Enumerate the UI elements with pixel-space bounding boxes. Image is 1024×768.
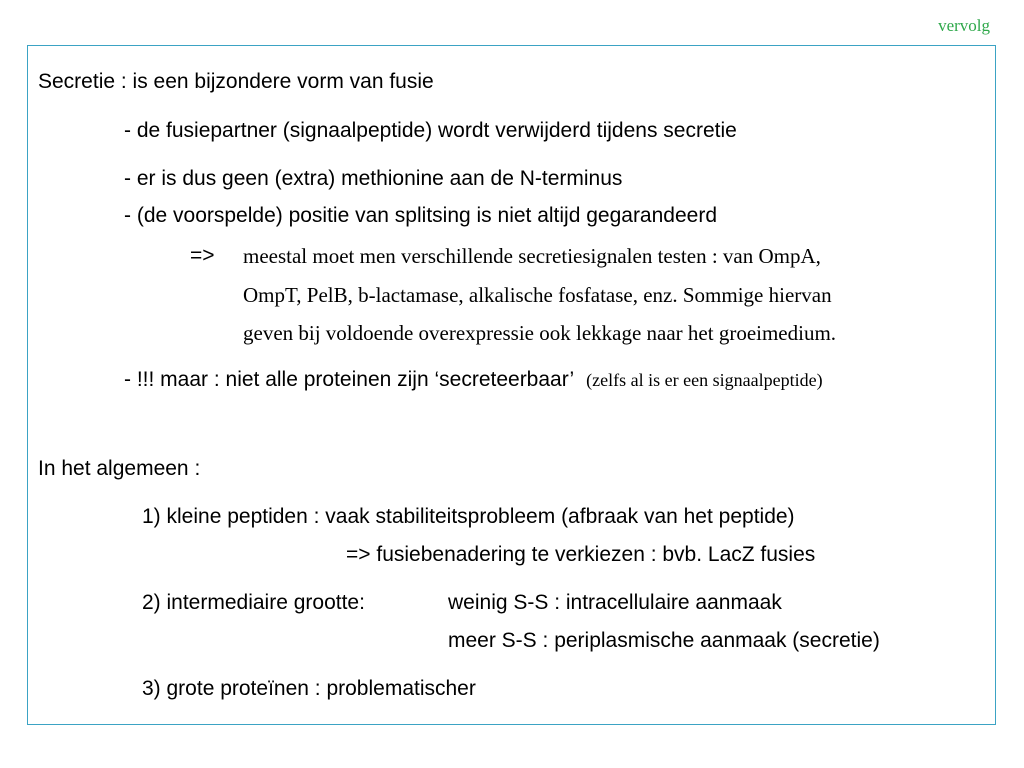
bullet-not-secretable <box>124 368 823 392</box>
bullet-no-methionine: - er is dus geen (extra) methionine aan de N-terminus <box>124 167 623 190</box>
continued-label: vervolg <box>938 16 990 35</box>
general-heading: In het algemeen : <box>38 457 201 480</box>
item-small-peptides-sub: => fusiebenadering te verkiezen : bvb. LacZ fusies <box>346 543 816 566</box>
item-small-peptides: 1) kleine peptiden : vaak stabiliteitsprobleem (afbraak van het peptide) <box>142 505 795 528</box>
item-intermediate-weinig: weinig S-S : intracellulaire aanmaak <box>448 591 782 614</box>
note-line-1: meestal moet men verschillende secretiesignalen testen : van OmpA, <box>243 244 821 268</box>
bullet-fusion-partner: - de fusiepartner (signaalpeptide) wordt verwijderd tijdens secretie <box>124 119 737 142</box>
bullet-not-secretable-main: - !!! maar : niet alle proteinen zijn ‘secreteerbaar’ <box>124 368 575 391</box>
note-line-2: OmpT, PelB, b-lactamase, alkalische fosfatase, enz. Sommige hiervan <box>243 283 832 307</box>
bullet-cleavage-position: - (de voorspelde) positie van splitsing is niet altijd gegarandeerd <box>124 204 718 227</box>
implication-arrow: => <box>190 244 215 267</box>
secretion-heading: Secretie : is een bijzondere vorm van fusie <box>38 70 434 93</box>
bullet-not-secretable-note: (zelfs al is er een signaalpeptide) <box>586 370 823 390</box>
note-line-3: geven bij voldoende overexpressie ook lekkage naar het groeimedium. <box>243 321 837 345</box>
item-intermediate-label: 2) intermediaire grootte: <box>142 591 365 614</box>
item-intermediate-meer: meer S-S : periplasmische aanmaak (secretie) <box>448 629 880 652</box>
item-large-proteins: 3) grote proteïnen : problematischer <box>142 677 476 700</box>
